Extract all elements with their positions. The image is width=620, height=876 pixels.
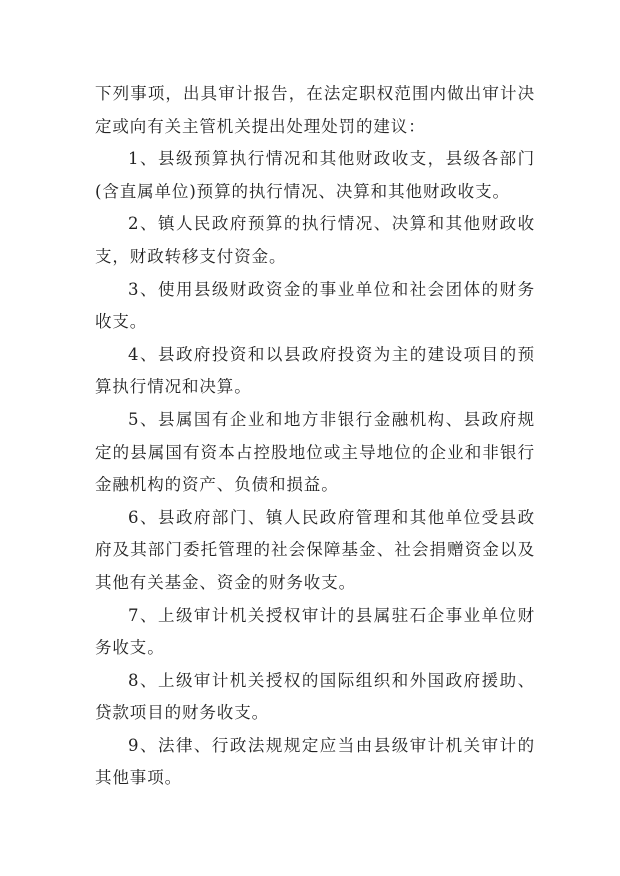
paragraph-item-6: 6、县政府部门、镇人民政府管理和其他单位受县政府及其部门委托管理的社会保障基金、社会捐赠资金以及其他有关基金、资金的财务收支。 <box>95 507 535 592</box>
paragraph-item-1: 1、县级预算执行情况和其他财政收支，县级各部门(含直属单位)预算的执行情况、决算和其他财政收支。 <box>95 149 535 201</box>
paragraph-continuation: 下列事项，出具审计报告，在法定职权范围内做出审计决定或向有关主管机关提出处理处罚的建议： <box>95 84 535 136</box>
paragraph-item-2: 2、镇人民政府预算的执行情况、决算和其他财政收支，财政转移支付资金。 <box>95 214 535 266</box>
paragraph-item-8: 8、上级审计机关授权的国际组织和外国政府援助、贷款项目的财务收支。 <box>95 670 535 723</box>
document-body <box>95 78 535 795</box>
paragraph-item-7: 7、上级审计机关授权审计的县属驻石企事业单位财务收支。 <box>95 605 535 658</box>
paragraph-item-3: 3、使用县级财政资金的事业单位和社会团体的财务收支。 <box>95 279 535 332</box>
paragraph-item-9: 9、法律、行政法规规定应当由县级审计机关审计的其他事项。 <box>95 735 535 788</box>
paragraph-item-4: 4、县政府投资和以县政府投资为主的建设项目的预算执行情况和决算。 <box>95 344 535 397</box>
paragraph-item-5: 5、县属国有企业和地方非银行金融机构、县政府规定的县属国有资本占控股地位或主导地位的企业和非银行金融机构的资产、负债和损益。 <box>95 409 535 495</box>
